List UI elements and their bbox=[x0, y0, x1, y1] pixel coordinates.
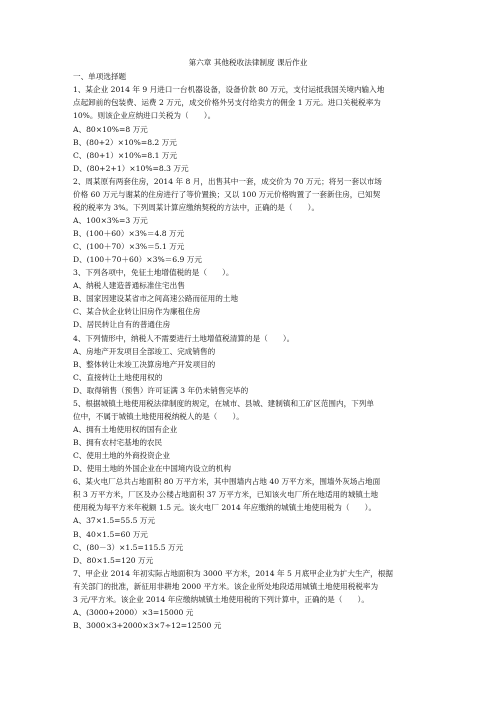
text-line: 7、甲企业 2014 年初实际占地面积为 3000 平方米，2014 年 5 月底甲企业为扩大生产，根据 bbox=[73, 569, 393, 578]
option-line: D、居民转让自有的普通住房 bbox=[73, 320, 171, 329]
text-line: 使用税为每平方米年税额 1.5 元。该火电厂 2014 年应缴纳的城镇土地使用税为（ ）。 bbox=[73, 503, 377, 512]
text-line: 5、根据城镇土地使用税法律制度的规定，在城市、县城、建制镇和工矿区范围内，下列单 bbox=[73, 399, 374, 408]
option-line: A、房地产开发项目全部竣工、完成销售的 bbox=[73, 347, 216, 356]
option-line: C、使用土地的外商投资企业 bbox=[73, 451, 170, 460]
option-line: C、(80－3）×1.5=115.5 万元 bbox=[73, 543, 184, 552]
option-line: A、拥有土地使用权的国有企业 bbox=[73, 425, 178, 434]
option-line: B、(100＋60）×3%＝4.8 万元 bbox=[73, 229, 185, 238]
text-line: 3 元/平方米。该企业 2014 年应缴纳城镇土地使用税的下列计算中，正确的是（ ）。 bbox=[73, 595, 369, 604]
option-line: B、(80+2）×10%=8.2 万元 bbox=[73, 138, 177, 147]
option-line: B、整体转让未竣工决算房地产开发项目的 bbox=[73, 360, 216, 369]
option-line: C、(80+1）×10%=8.1 万元 bbox=[73, 151, 178, 160]
option-line: D、(100＋70＋60）×3%＝6.9 万元 bbox=[73, 255, 202, 264]
text-line: 点起卸前的包装费、运费 2 万元，成交价格外另支付给卖方的佣金 1 万元。进口关税税率为 bbox=[73, 98, 381, 107]
option-line: A、100×3%=3 万元 bbox=[73, 216, 148, 225]
option-line: B、国家因建设某省市之间高速公路而征用的土地 bbox=[73, 294, 239, 303]
option-line: D、80×1.5=120 万元 bbox=[73, 556, 154, 565]
text-line: 价格 60 万元与谢某的住房进行了等价置换；又以 100 万元价格购置了一套新住房，已知契 bbox=[73, 190, 381, 199]
text-line: 10%。则该企业应纳进口关税为（ ）。 bbox=[73, 111, 216, 120]
text-line: 2、周某原有两套住房，2014 年 8 月，出售其中一套，成交价为 70 万元；将另一套以市场 bbox=[73, 177, 382, 186]
option-line: A、80×10%=8 万元 bbox=[73, 125, 148, 134]
option-line: C、某合伙企业转让旧房作为廉租住房 bbox=[73, 307, 201, 316]
option-line: D、使用土地的外国企业在中国境内设立的机构 bbox=[73, 464, 231, 473]
text-line: 位中，不属于城镇土地使用税纳税人的是（ ）。 bbox=[73, 412, 244, 421]
text-line: 1、某企业 2014 年 9 月进口一台机器设备，设备价款 80 万元，支付运抵我国关境内输入地 bbox=[73, 85, 385, 94]
text-line: 6、某火电厂总共占地面积 80 万平方米，其中围墙内占地 40 万平方米，围墙外灰场占地面 bbox=[73, 477, 381, 486]
option-line: C、直接转让土地使用权的 bbox=[73, 373, 163, 382]
option-line: A、纳税人建造普通标准住宅出售 bbox=[73, 281, 185, 290]
option-line: D、(80+2+1）×10%=8.3 万元 bbox=[73, 164, 189, 173]
option-line: B、40×1.5=60 万元 bbox=[73, 530, 148, 539]
text-line: 税的税率为 3%。下列周某计算应缴纳契税的方法中，正确的是（ ）。 bbox=[73, 203, 320, 212]
option-line: B、3000×3+2000×3×7÷12=12500 元 bbox=[73, 621, 222, 630]
text-line: 3、下列各项中，免征土地增值税的是（ ）。 bbox=[73, 268, 234, 277]
page-title: 第六章 其他税收法律制度 课后作业 bbox=[188, 58, 308, 67]
text-line: 积 3 万平方米，厂区及办公楼占地面积 37 万平方米，已知该火电厂所在地适用的城镇土地 bbox=[73, 490, 379, 499]
text-line: 4、下列情形中，纳税人不需要进行土地增值税清算的是（ ）。 bbox=[73, 334, 295, 343]
section-heading: 一、单项选择题 bbox=[73, 72, 127, 81]
option-line: A、37×1.5=55.5 万元 bbox=[73, 516, 156, 525]
text-line: 有关部门的批准，新征用非耕地 2000 平方米。该企业所处地段适用城镇土地使用税税率为 bbox=[73, 582, 379, 591]
option-line: B、拥有农村宅基地的农民 bbox=[73, 438, 163, 447]
option-line: A、(3000+2000）×3=15000 元 bbox=[73, 608, 194, 617]
option-line: D、取得销售（预售）许可证满 3 年仍未销售完毕的 bbox=[73, 386, 249, 395]
option-line: C、(100＋70）×3%＝5.1 万元 bbox=[73, 242, 185, 251]
